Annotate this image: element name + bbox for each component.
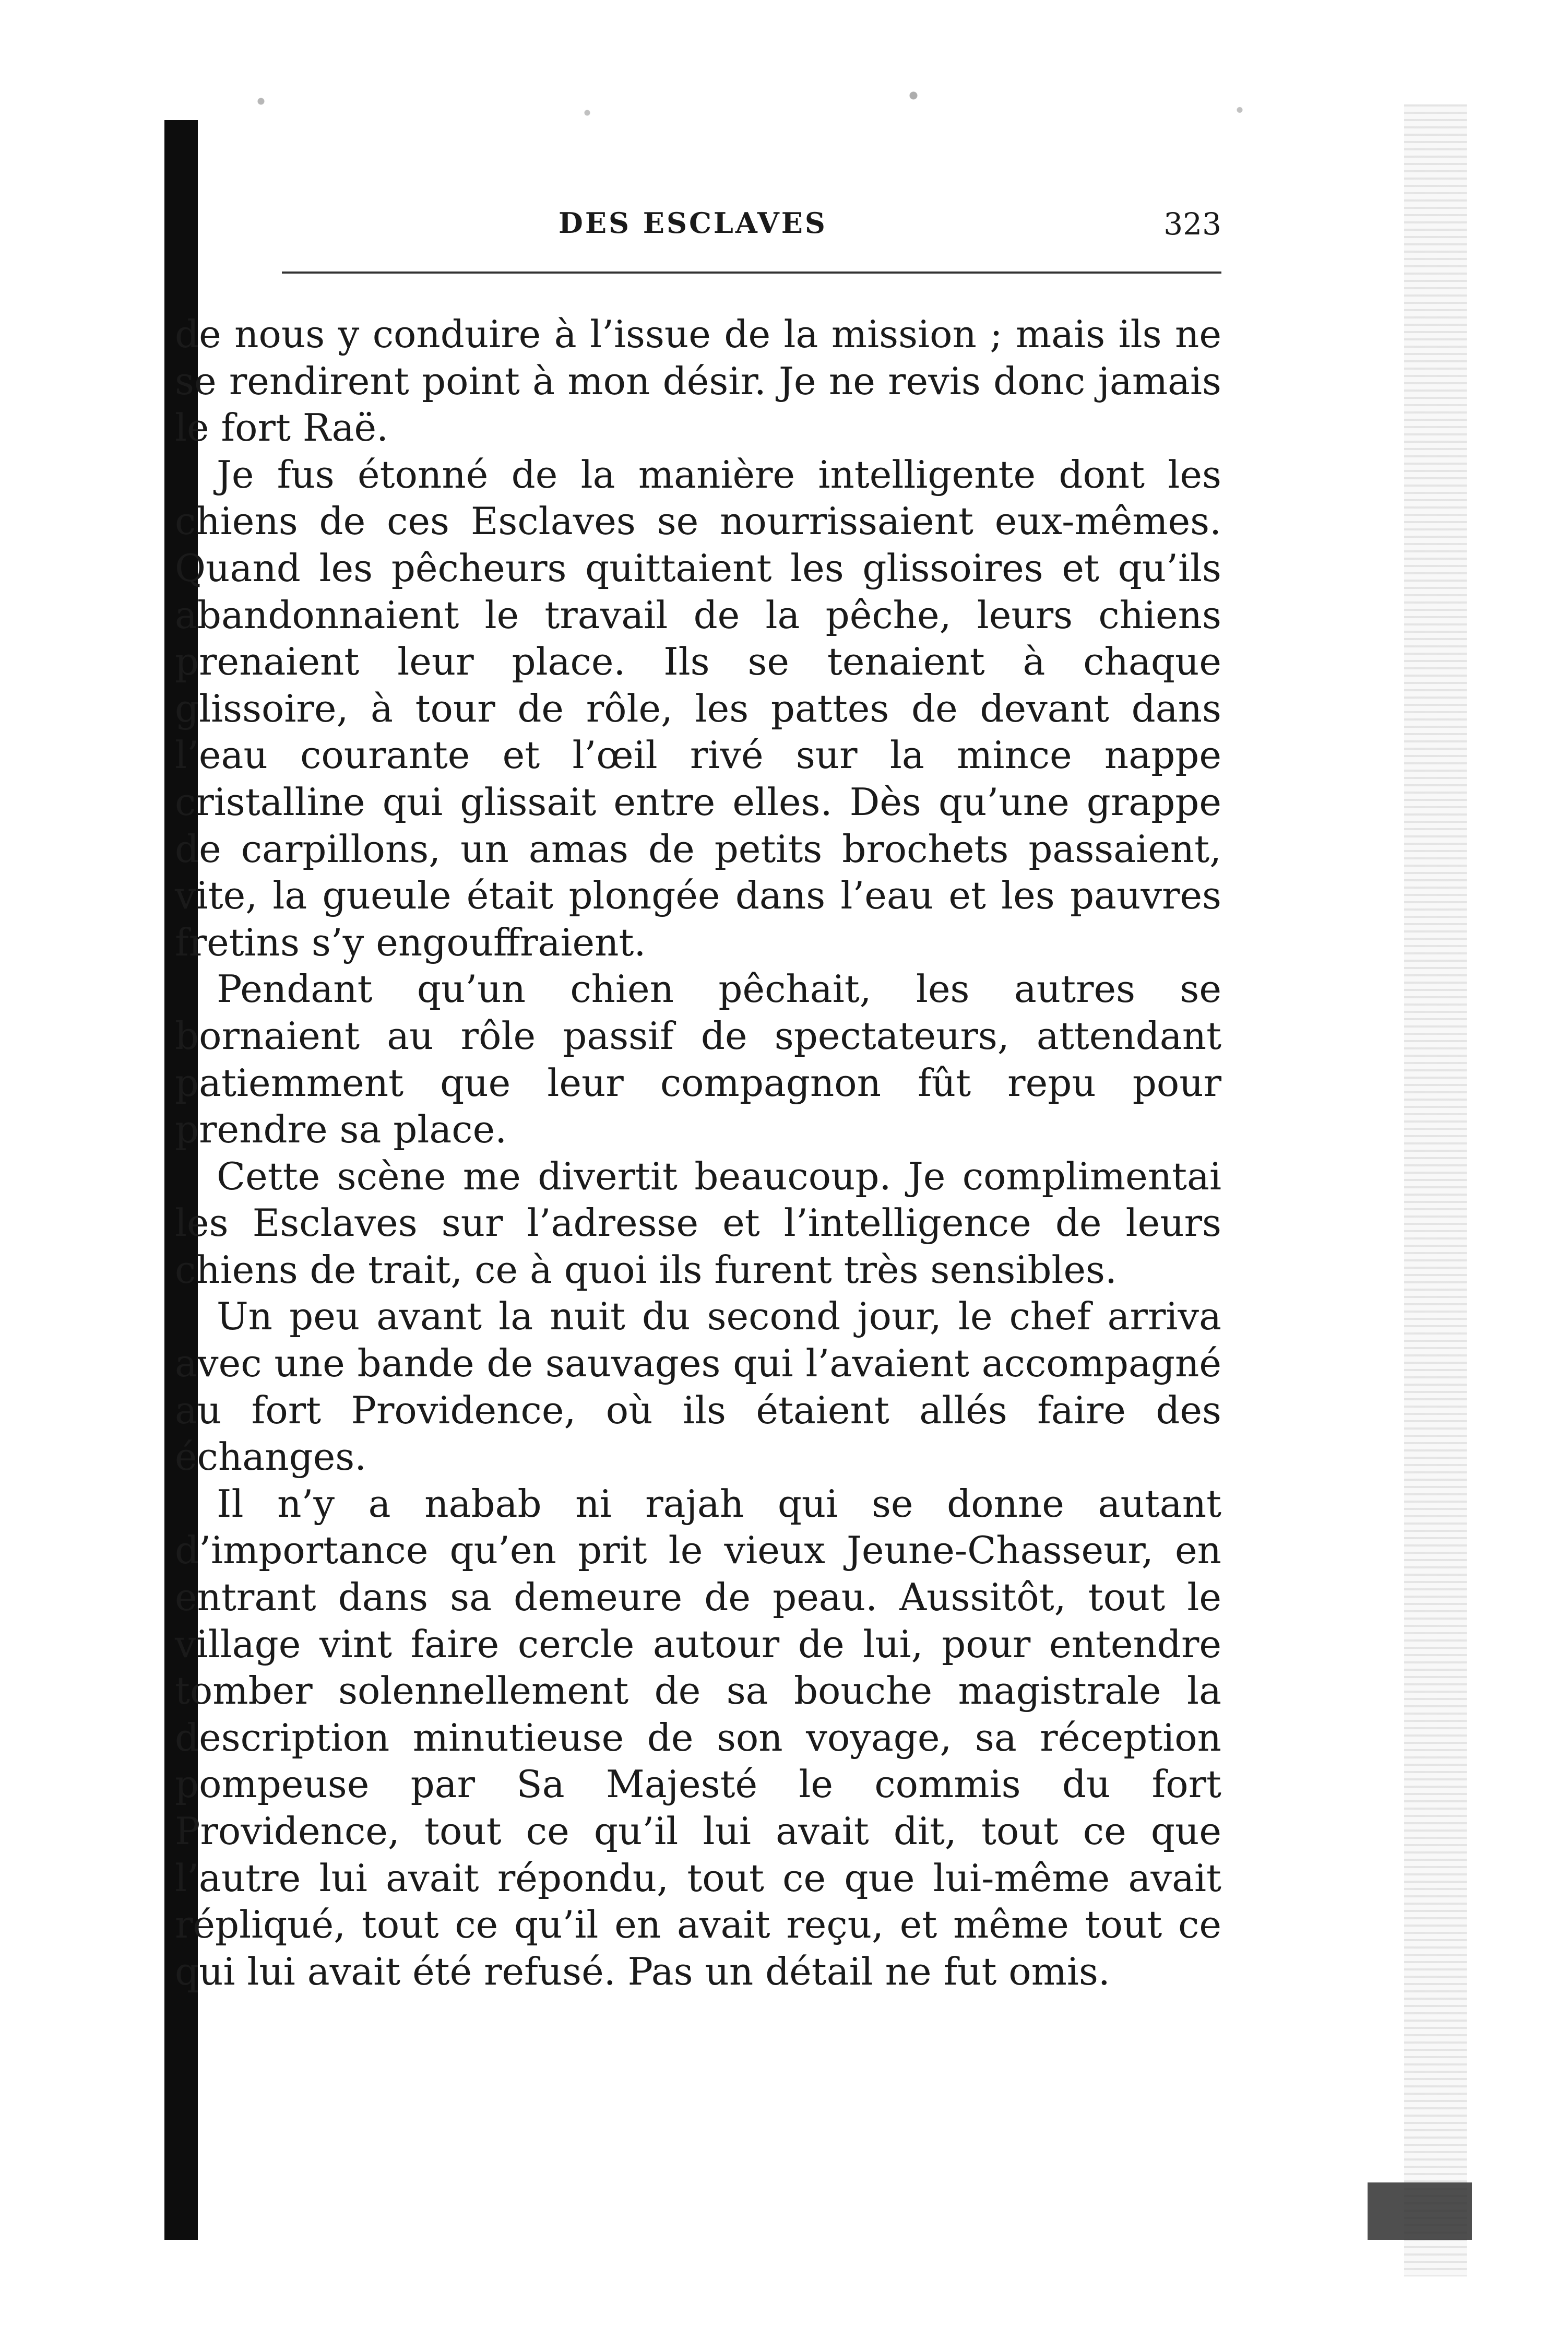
paragraph: Cette scène me divertit beaucoup. Je complimentai les Esclaves sur l’adresse et l’intelligence de leurs chiens de trait, ce à quoi ils furent très sensibles. [175, 1154, 1221, 1292]
paragraph: Un peu avant la nuit du second jour, le chef arriva avec une bande de sauvages qui l’avaient accompagné au fort Providence, où ils étaient allés faire des échanges. [175, 1294, 1221, 1479]
page-header [198, 206, 1221, 264]
scan-corner-shadow [1368, 2182, 1472, 2240]
page-number: 323 [1163, 206, 1221, 242]
body-text [175, 311, 1221, 1995]
scan-noise-top [130, 78, 1435, 136]
header-rule [282, 272, 1221, 274]
running-title: DES ESCLAVES [559, 206, 827, 240]
scan-page-edge [1404, 104, 1467, 2276]
paragraph: Il n’y a nabab ni rajah qui se donne autant d’importance qu’en prit le vieux Jeune-Chasseur, en entrant dans sa demeure de peau. Aussitôt, tout le village vint faire cercle autour de lui, pour entendre tomber solennellement de sa bouche magistrale la description minutieuse de son voyage, sa réception pompeuse par Sa Majesté le commis du fort Providence, tout ce qu’il lui avait dit, tout ce que l’autre lui avait répondu, tout ce que lui-même avait répliqué, tout ce qu’il en avait reçu, et même tout ce qui lui avait été refusé. Pas un détail ne fut omis. [175, 1481, 1221, 1993]
paragraph: Pendant qu’un chien pêchait, les autres se bornaient au rôle passif de spectateurs, attendant patiemment que leur compagnon fût repu pour prendre sa place. [175, 967, 1221, 1152]
paragraph-continuation: de nous y conduire à l’issue de la mission ; mais ils ne se rendirent point à mon désir. Je ne revis donc jamais le fort Raë. [175, 312, 1221, 450]
paragraph: Je fus étonné de la manière intelligente dont les chiens de ces Esclaves se nourrissaient eux-mêmes. Quand les pêcheurs quittaient les glissoires et qu’ils abandonnaient le travail de la pêche, leurs chiens prenaient leur place. Ils se tenaient à chaque glissoire, à tour de rôle, les pattes de devant dans l’eau courante et l’œil rivé sur la mince nappe cristalline qui glissait entre elles. Dès qu’une grappe de carpillons, un amas de petits brochets passaient, vite, la gueule était plongée dans l’eau et les pauvres fretins s’y engouffraient. [175, 452, 1221, 964]
